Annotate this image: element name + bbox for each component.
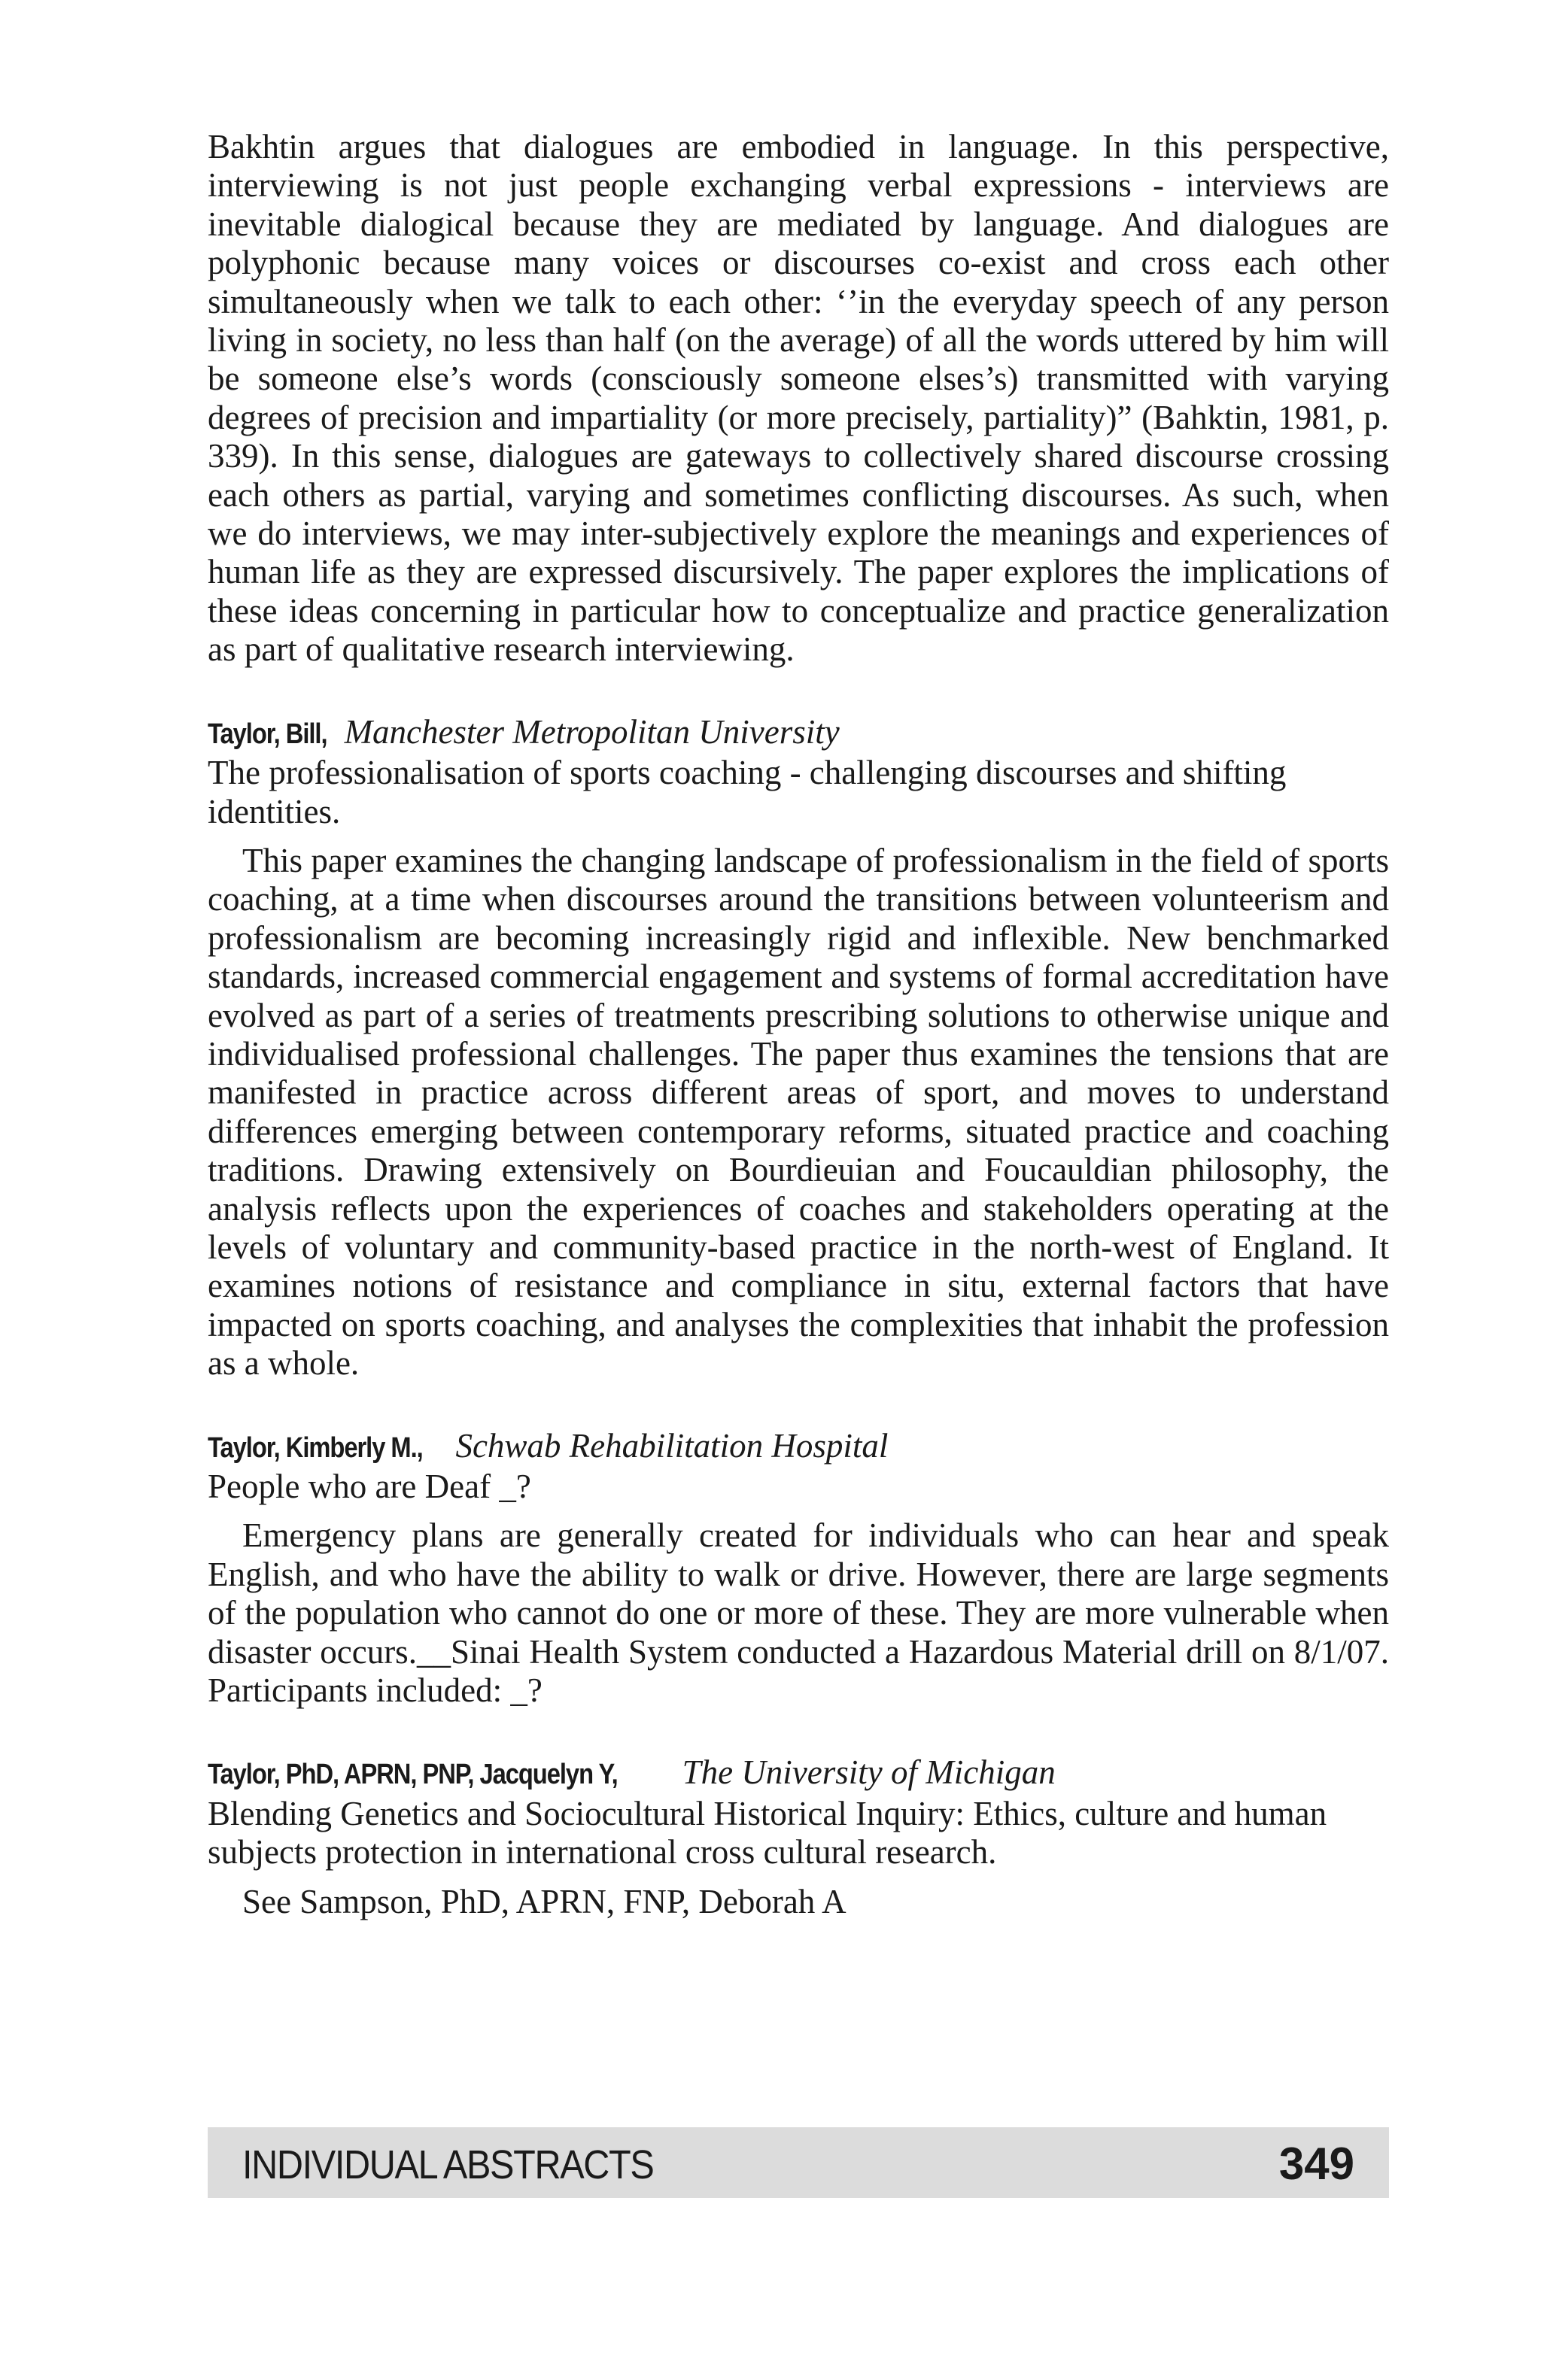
abstract-entry-taylor-bill [208, 713, 1389, 1383]
footer-section-title: INDIVIDUAL ABSTRACTS [242, 2142, 654, 2187]
entry-abstract: Emergency plans are generally created for individuals who can hear and speak English, and who have the ability to walk or drive. However, there are large segments of the population who cannot do one or more of these. They are more vulnerable when disaster occurs.__Sinai Health System conducted a Hazardous Material drill on 8/1/07. Participants included: _? [208, 1516, 1389, 1710]
intro-paragraph: Bakhtin argues that dialogues are embodied in language. In this perspective, interviewing is not just people exchanging verbal expressions - interviews are inevitable dialogical because they are mediated by language. And dialogues are polyphonic because many voices or discourses co-exist and cross each other simultaneously when we talk to each other: ‘’in the everyday speech of any person living in society, no less than half (on the average) of all the words uttered by him will be someone else’s words (consciously someone elses’s) transmitted with varying degrees of precision and impartiality (or more precisely, partiality)” (Bahktin, 1981, p. 339). In this sense, dialogues are gateways to collectively shared discourse crossing each others as partial, varying and sometimes conflicting discourses. As such, when we do interviews, we may inter-subjectively explore the meanings and experiences of human life as they are expressed discursively. The paper explores the implications of these ideas concerning in particular how to conceptualize and practice generalization as part of qualitative research interviewing. [208, 128, 1389, 669]
entry-title: The professionalisation of sports coaching - challenging discourses and shifting identities. [208, 754, 1287, 830]
entry-title: People who are Deaf _? [208, 1468, 531, 1505]
abstract-entry-taylor-kimberly [208, 1427, 1389, 1711]
entry-header [208, 713, 1389, 754]
entry-affiliation: Schwab Rehabilitation Hospital [455, 1426, 889, 1465]
entry-author: Taylor, Kimberly M., [208, 1431, 423, 1464]
entry-abstract: This paper examines the changing landscape of professionalism in the field of sports coaching, at a time when discourses around the transitions between volunteerism and professionalism are becoming increasingly rigid and inflexible. New benchmarked standards, increased commercial engagement and systems of formal accreditation have evolved as part of a series of treatments prescribing solutions to otherwise unique and individualised professional challenges. The paper thus examines the tensions that are manifested in practice across different areas of sport, and moves to understand differences emerging between contemporary reforms, situated practice and coaching traditions. Drawing extensively on Bourdieuian and Foucauldian philosophy, the analysis reflects upon the experiences of coaches and stakeholders operating at the levels of voluntary and community-based practice in the north-west of England. It examines notions of resistance and compliance in situ, external factors that have impacted on sports coaching, and analyses the complexities that inhabit the profession as a whole. [208, 841, 1389, 1383]
entry-cross-reference: See Sampson, PhD, APRN, FNP, Deborah A [242, 1882, 846, 1920]
entry-affiliation: The University of Michigan [682, 1753, 1056, 1792]
entry-header [208, 1753, 1389, 1794]
footer-page-number: 349 [1278, 2139, 1354, 2189]
entry-affiliation: Manchester Metropolitan University [344, 712, 840, 751]
entry-header [208, 1427, 1389, 1468]
entry-author: Taylor, Bill, [208, 718, 327, 750]
abstract-entry-taylor-jacquelyn [208, 1753, 1389, 1921]
page-footer [208, 2127, 1389, 2198]
page-body [208, 128, 1389, 1921]
entry-author: Taylor, PhD, APRN, PNP, Jacquelyn Y, [208, 1759, 618, 1791]
entry-title: Blending Genetics and Sociocultural Historical Inquiry: Ethics, culture and human subjects protection in international cross cultural research. [208, 1794, 1327, 1872]
